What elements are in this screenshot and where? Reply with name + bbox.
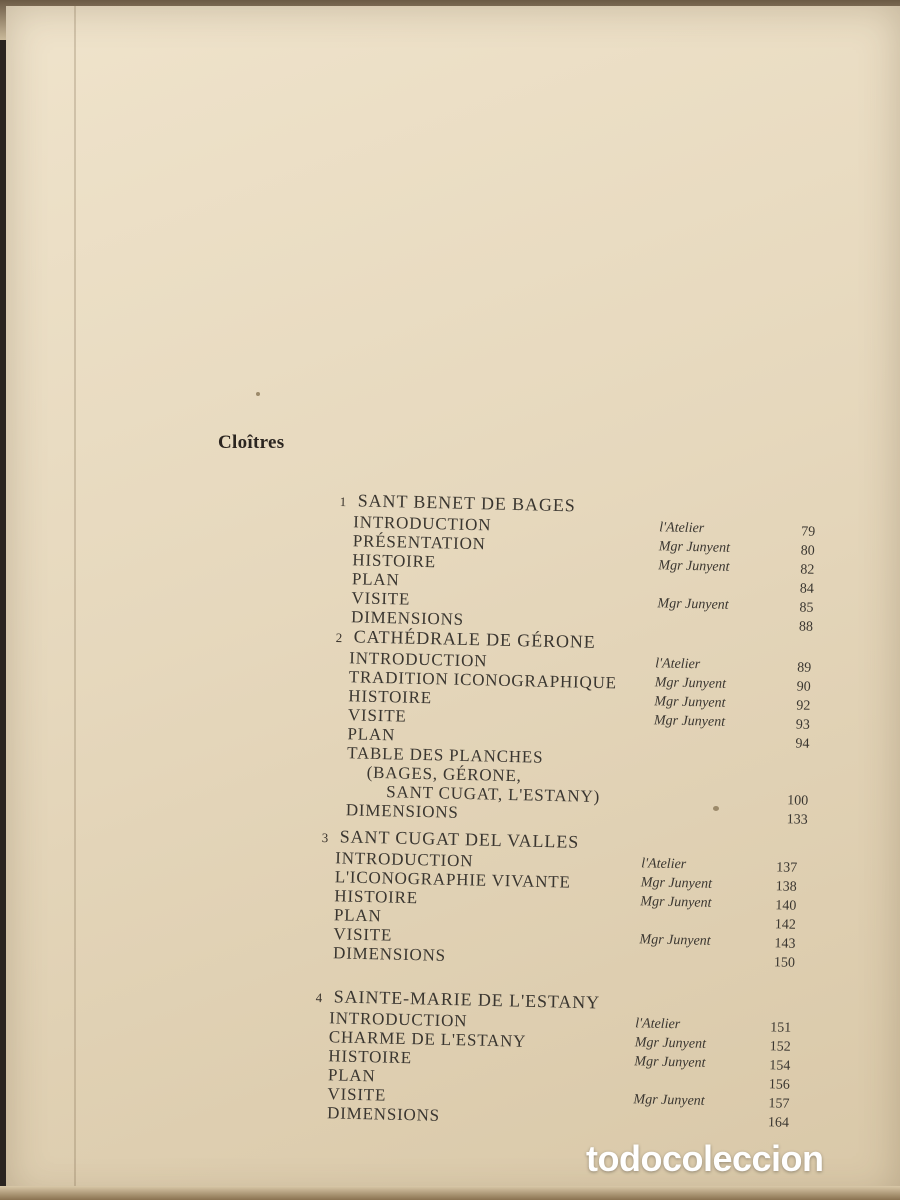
row-author: Mgr Junyent xyxy=(639,932,711,949)
row-label: HISTOIRE xyxy=(328,1046,413,1068)
row-label: SANT CUGAT, L'ESTANY) xyxy=(386,782,601,807)
row-label: (BAGES, GÉRONE, xyxy=(366,762,522,786)
row-page-number: 133 xyxy=(786,812,808,828)
page-fold-line xyxy=(74,6,76,1200)
row-label: HISTOIRE xyxy=(334,886,419,908)
row-page-number: 156 xyxy=(768,1077,791,1093)
row-page-number: 82 xyxy=(800,562,815,578)
row-label: INTRODUCTION xyxy=(353,512,492,535)
row-label: TRADITION ICONOGRAPHIQUE xyxy=(348,667,618,693)
row-label: INTRODUCTION xyxy=(329,1008,468,1031)
entry-number: 2 xyxy=(335,629,343,646)
row-label: PLAN xyxy=(327,1065,376,1086)
row-page-number: 152 xyxy=(769,1039,791,1055)
entry-number: 4 xyxy=(315,989,323,1006)
row-page-number: 140 xyxy=(775,898,797,914)
row-label: VISITE xyxy=(347,705,407,726)
section-title: Cloîtres xyxy=(218,432,285,453)
row-author: Mgr Junyent xyxy=(658,558,730,575)
row-page-number: 157 xyxy=(768,1096,790,1112)
row-page-number: 85 xyxy=(799,600,814,616)
row-label: HISTOIRE xyxy=(348,686,433,708)
row-page-number: 138 xyxy=(775,879,797,895)
row-page-number: 84 xyxy=(799,581,815,597)
row-page-number: 89 xyxy=(796,660,812,676)
row-label: INTRODUCTION xyxy=(349,648,488,671)
row-page-number: 79 xyxy=(800,524,816,540)
row-label: DIMENSIONS xyxy=(350,607,465,629)
paper-speck xyxy=(713,806,719,811)
entry-title: SANT BENET DE BAGES xyxy=(357,490,576,516)
entry-title: SANT CUGAT DEL VALLES xyxy=(339,826,580,852)
row-author: l'Atelier xyxy=(641,856,687,873)
row-label: CHARME DE L'ESTANY xyxy=(328,1027,527,1051)
row-author: l'Atelier xyxy=(655,656,701,673)
row-page-number: 88 xyxy=(798,619,814,635)
row-author: Mgr Junyent xyxy=(653,713,726,730)
row-page-number: 100 xyxy=(786,793,809,809)
row-label: DIMENSIONS xyxy=(345,800,459,822)
row-author: Mgr Junyent xyxy=(654,675,727,692)
entry-title: SAINTE-MARIE DE L'ESTANY xyxy=(333,986,601,1013)
row-page-number: 90 xyxy=(796,679,811,695)
row-label: PLAN xyxy=(351,569,400,590)
row-author: Mgr Junyent xyxy=(657,596,729,613)
row-label: HISTOIRE xyxy=(352,550,437,572)
row-label: VISITE xyxy=(333,924,393,945)
row-label: PRÉSENTATION xyxy=(352,531,486,554)
entry-title: CATHÉDRALE DE GÉRONE xyxy=(353,626,596,652)
row-author: l'Atelier xyxy=(635,1016,681,1033)
row-page-number: 137 xyxy=(775,860,798,876)
row-author: Mgr Junyent xyxy=(640,875,713,892)
row-label: PLAN xyxy=(333,905,382,926)
row-page-number: 80 xyxy=(800,543,815,559)
row-page-number: 143 xyxy=(774,936,796,952)
row-page-number: 164 xyxy=(767,1115,790,1131)
row-label: DIMENSIONS xyxy=(326,1103,441,1125)
row-page-number: 142 xyxy=(774,917,797,933)
row-page-number: 154 xyxy=(769,1058,791,1074)
entry-number: 3 xyxy=(321,829,329,846)
book-edge-bottom xyxy=(0,1186,900,1200)
row-label: TABLE DES PLANCHES xyxy=(346,743,544,767)
row-label: VISITE xyxy=(351,588,411,609)
row-label: INTRODUCTION xyxy=(335,848,474,871)
row-label: DIMENSIONS xyxy=(332,943,447,965)
row-page-number: 151 xyxy=(769,1020,792,1036)
row-label: PLAN xyxy=(347,724,396,745)
row-page-number: 92 xyxy=(796,698,811,714)
entry-number: 1 xyxy=(339,493,347,510)
row-page-number: 150 xyxy=(773,955,796,971)
row-author: Mgr Junyent xyxy=(640,894,712,911)
row-author: Mgr Junyent xyxy=(654,694,726,711)
row-author: Mgr Junyent xyxy=(658,539,731,556)
row-author: l'Atelier xyxy=(659,520,705,537)
row-page-number: 94 xyxy=(795,736,810,752)
watermark-logo: todocoleccion xyxy=(586,1138,824,1179)
row-page-number: 93 xyxy=(795,717,811,733)
paper-speck xyxy=(256,392,260,396)
row-label: L'ICONOGRAPHIE VIVANTE xyxy=(334,867,571,892)
row-author: Mgr Junyent xyxy=(634,1035,707,1052)
row-label: VISITE xyxy=(327,1084,387,1105)
row-author: Mgr Junyent xyxy=(633,1092,705,1109)
row-author: Mgr Junyent xyxy=(634,1054,706,1071)
